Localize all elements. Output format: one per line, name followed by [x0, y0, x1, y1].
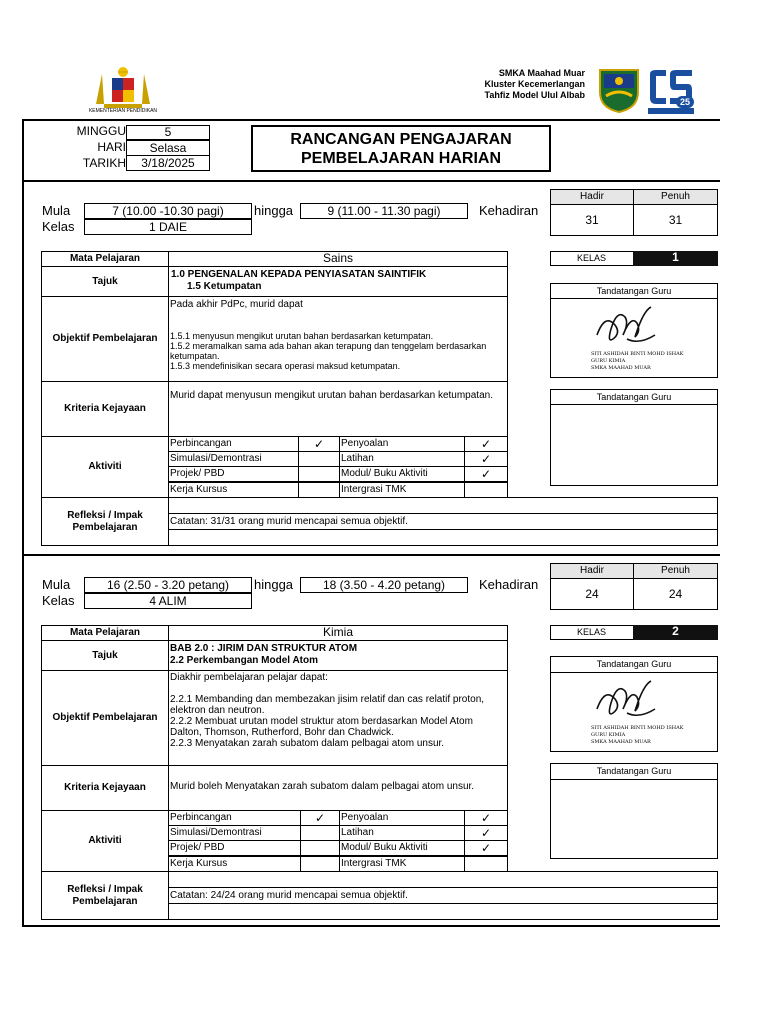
minggu-label: MINGGU	[76, 124, 126, 138]
signature-caption	[591, 725, 683, 746]
aktiviti-label: Aktiviti	[41, 810, 169, 872]
tick-modul: ✓	[464, 466, 508, 482]
activity-row	[168, 856, 508, 872]
tick-kerja	[300, 856, 340, 872]
refleksi-label: Refleksi / Impak Pembelajaran	[41, 871, 169, 920]
hadir-header: Hadir	[550, 563, 634, 579]
mula-value: 7 (10.00 -10.30 pagi)	[84, 203, 252, 219]
objektif-item: 2.2.2 Membuat urutan model struktur atom berdasarkan Model Atom Dalton, Thomson, Rutherford, Bohr dan Chadwick.	[170, 716, 473, 738]
kelas-label: Kelas	[42, 593, 75, 608]
objektif-label: Objektif Pembelajaran	[41, 670, 169, 766]
header-divider	[22, 119, 720, 121]
signature-header-2: Tandatangan Guru	[550, 389, 718, 405]
activity-row	[168, 810, 508, 826]
activity-simulasi: Simulasi/Demontrasi	[168, 825, 301, 841]
hari-label: HARI	[97, 140, 126, 154]
tick-penyoalan: ✓	[464, 436, 508, 452]
tajuk-line-1: BAB 2.0 : JIRIM DAN STRUKTUR ATOM	[170, 643, 358, 654]
objektif-list	[170, 694, 506, 749]
hadir-header: Hadir	[550, 189, 634, 205]
school-line-2: Kluster Kecemerlangan	[484, 79, 585, 89]
objektif-item: 2.2.1 Membanding dan membezakan jisim relatif dan cas relatif proton, elektron dan neutron.	[170, 694, 485, 716]
signature-header-2: Tandatangan Guru	[550, 763, 718, 780]
title-line-1: RANCANGAN PENGAJARAN	[290, 131, 512, 148]
tick-projek	[300, 840, 340, 856]
kelas-value: 1 DAIE	[84, 219, 252, 235]
objektif-item: 2.2.3 Menyatakan zarah subatom dalam pelbagai atom unsur.	[170, 738, 445, 749]
section-divider-bottom	[22, 925, 720, 927]
penuh-value: 24	[633, 578, 718, 610]
catatan-value: Catatan: 24/24 orang murid mencapai semua objektif.	[168, 887, 718, 904]
activity-kerja: Kerja Kursus	[168, 856, 301, 872]
tick-simulasi	[298, 451, 340, 467]
refleksi-label: Refleksi / Impak Pembelajaran	[41, 497, 169, 546]
signature-header: Tandatangan Guru	[550, 656, 718, 673]
tarikh-label: TARIKH	[82, 156, 126, 170]
hadir-value: 31	[550, 204, 634, 236]
tick-latihan: ✓	[464, 825, 508, 841]
tick-perbincangan: ✓	[298, 436, 340, 452]
penuh-header: Penuh	[633, 189, 718, 205]
activity-row	[168, 451, 508, 467]
kehadiran-label: Kehadiran	[479, 203, 539, 218]
signature-line: SITI ASHIDAH BINTI MOHD ISHAK	[591, 351, 684, 357]
signature-box	[550, 298, 718, 378]
hadir-value: 24	[550, 578, 634, 610]
signature-box	[550, 672, 718, 752]
kriteria-value: Murid dapat menyusun mengikut urutan bahan berdasarkan ketumpatan.	[168, 381, 508, 437]
signature-caption	[591, 351, 683, 372]
activity-row	[168, 482, 508, 498]
badge-number: 25	[676, 96, 694, 108]
activity-modul: Modul/ Buku Aktiviti	[339, 840, 465, 856]
signature-line: SMKA MAAHAD MUAR	[591, 365, 651, 371]
objektif-intro: Diakhir pembelajaran pelajar dapat:	[170, 672, 328, 683]
tajuk-value	[168, 266, 508, 297]
title-line-2: PEMBELAJARAN HARIAN	[300, 150, 501, 167]
kelas-label: Kelas	[42, 219, 75, 234]
signature-header: Tandatangan Guru	[550, 283, 718, 299]
school-crest	[596, 66, 642, 114]
tarikh-value: 3/18/2025	[126, 155, 210, 171]
signature-line: GURU KIMIA	[591, 358, 626, 364]
section-divider-top	[22, 180, 720, 182]
mata-pelajaran-label: Mata Pelajaran	[41, 251, 169, 267]
signature-line: SITI ASHIDAH BINTI MOHD ISHAK	[591, 725, 684, 731]
school-line-1: SMKA Maahad Muar	[498, 68, 585, 78]
objektif-value	[168, 670, 508, 766]
penuh-value: 31	[633, 204, 718, 236]
tick-modul: ✓	[464, 840, 508, 856]
tick-tmk	[464, 482, 508, 498]
hingga-label: hingga	[254, 577, 294, 592]
tick-penyoalan: ✓	[464, 810, 508, 826]
left-frame-line	[22, 119, 24, 927]
activity-latihan: Latihan	[339, 825, 465, 841]
kelas-number: 1	[633, 251, 718, 266]
kriteria-label: Kriteria Kejayaan	[41, 381, 169, 437]
tick-kerja	[298, 482, 340, 498]
tick-simulasi	[300, 825, 340, 841]
kriteria-label: Kriteria Kejayaan	[41, 765, 169, 811]
activity-simulasi: Simulasi/Demontrasi	[168, 451, 299, 467]
objektif-item: 1.5.1 menyusun mengikut urutan bahan berdasarkan ketumpatan.	[170, 331, 434, 341]
kelas-box-label: KELAS	[550, 625, 634, 640]
tajuk-line-2: 2.2 Perkembangan Model Atom	[170, 655, 318, 666]
hari-value: Selasa	[126, 140, 210, 156]
tick-tmk	[464, 856, 508, 872]
aktiviti-label: Aktiviti	[41, 436, 169, 498]
ministry-logo	[82, 64, 164, 120]
signature-icon	[591, 679, 661, 725]
tajuk-label: Tajuk	[41, 266, 169, 297]
catatan-value: Catatan: 31/31 orang murid mencapai semua objektif.	[168, 513, 718, 530]
activity-perbincangan: Perbincangan	[168, 810, 301, 826]
activity-latihan: Latihan	[339, 451, 465, 467]
minggu-value: 5	[126, 125, 210, 140]
activity-row	[168, 436, 508, 452]
tick-perbincangan: ✓	[300, 810, 340, 826]
activity-penyoalan: Penyoalan	[339, 810, 465, 826]
activity-projek: Projek/ PBD	[168, 466, 299, 482]
kehadiran-label: Kehadiran	[479, 577, 539, 592]
activity-row	[168, 840, 508, 856]
school-line-3: Tahfiz Model Ulul Albab	[484, 90, 585, 100]
cluster-25-icon	[646, 68, 696, 116]
activity-modul: Modul/ Buku Aktiviti	[339, 466, 465, 482]
objektif-list	[170, 331, 506, 371]
objektif-item: 1.5.2 meramalkan sama ada bahan akan terapung dan tenggelam berdasarkan ketumpatan.	[170, 341, 487, 361]
refleksi-row-1	[168, 497, 718, 514]
hingga-value: 18 (3.50 - 4.20 petang)	[300, 577, 468, 593]
tajuk-label: Tajuk	[41, 640, 169, 671]
mula-label: Mula	[42, 577, 71, 592]
hingga-value: 9 (11.00 - 11.30 pagi)	[300, 203, 468, 219]
kriteria-value: Murid boleh Menyatakan zarah subatom dalam pelbagai atom unsur.	[168, 765, 508, 811]
activity-penyoalan: Penyoalan	[339, 436, 465, 452]
subject-value: Sains	[168, 251, 508, 267]
activity-row	[168, 466, 508, 482]
activity-row	[168, 825, 508, 841]
school-name-block	[440, 68, 585, 101]
tajuk-value	[168, 640, 508, 671]
signature-line: SMKA MAAHAD MUAR	[591, 739, 651, 745]
objektif-intro: Pada akhir PdPc, murid dapat	[170, 299, 303, 310]
section-divider-middle	[22, 554, 720, 556]
signature-box-2	[550, 779, 718, 859]
tajuk-line-2: 1.5 Ketumpatan	[187, 281, 262, 292]
activity-projek: Projek/ PBD	[168, 840, 301, 856]
objektif-item: 1.5.3 mendefinisikan secara operasi maksud ketumpatan.	[170, 361, 401, 371]
kelas-box-label: KELAS	[550, 251, 634, 266]
hingga-label: hingga	[254, 203, 294, 218]
tick-latihan: ✓	[464, 451, 508, 467]
signature-icon	[591, 305, 661, 351]
mula-label: Mula	[42, 203, 71, 218]
objektif-value	[168, 296, 508, 382]
refleksi-row-1	[168, 871, 718, 888]
activity-kerja: Kerja Kursus	[168, 482, 299, 498]
kelas-number: 2	[633, 625, 718, 640]
school-crest-icon	[596, 66, 642, 114]
mula-value: 16 (2.50 - 3.20 petang)	[84, 577, 252, 593]
activity-tmk: Intergrasi TMK	[339, 482, 465, 498]
signature-box-2	[550, 404, 718, 486]
page-title	[251, 125, 551, 172]
tick-projek	[298, 466, 340, 482]
activity-tmk: Intergrasi TMK	[339, 856, 465, 872]
penuh-header: Penuh	[633, 563, 718, 579]
kelas-value: 4 ALIM	[84, 593, 252, 609]
refleksi-row-3	[168, 529, 718, 546]
coat-of-arms-icon	[82, 64, 164, 114]
subject-value: Kimia	[168, 625, 508, 641]
objektif-label: Objektif Pembelajaran	[41, 296, 169, 382]
refleksi-row-3	[168, 903, 718, 920]
ministry-caption: KEMENTERIAN PENDIDIKAN	[88, 108, 158, 114]
activity-perbincangan: Perbincangan	[168, 436, 299, 452]
mata-pelajaran-label: Mata Pelajaran	[41, 625, 169, 641]
cluster-logo	[646, 68, 696, 116]
signature-line: GURU KIMIA	[591, 732, 626, 738]
tajuk-line-1: 1.0 PENGENALAN KEPADA PENYIASATAN SAINTIFIK	[171, 269, 427, 280]
